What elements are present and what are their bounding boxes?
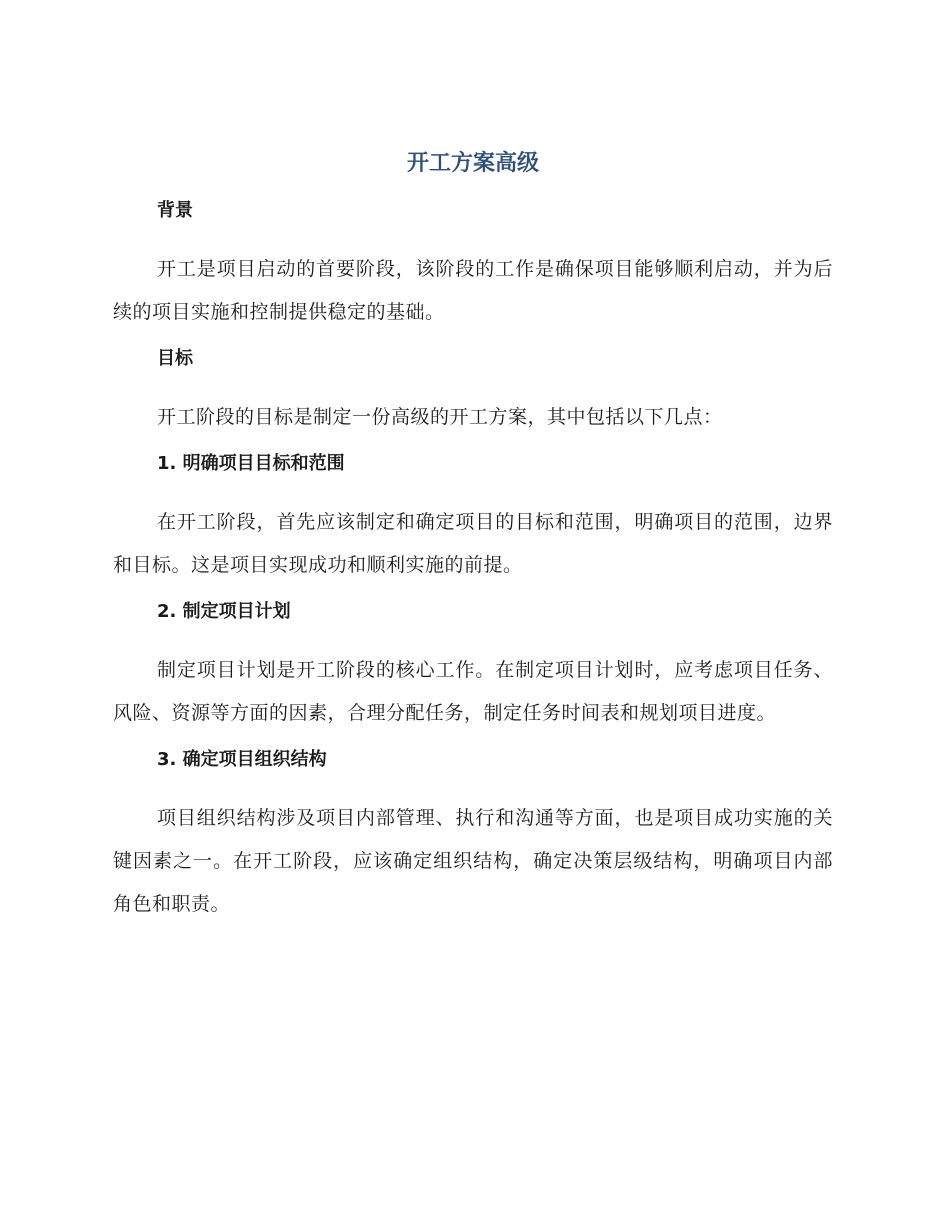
section-paragraph-scope: 在开工阶段，首先应该制定和确定项目的目标和范围，明确项目的范围，边界和目标。这是项目实现成功和顺利实施的前提。 bbox=[113, 511, 833, 576]
document-content bbox=[113, 146, 833, 936]
section-heading-scope: 1. 明确项目目标和范围 bbox=[157, 453, 345, 474]
section-heading-goals: 目标 bbox=[157, 348, 193, 369]
section-paragraph-background: 开工是项目启动的首要阶段，该阶段的工作是确保项目能够顺利启动，并为后续的项目实施和控制提供稳定的基础。 bbox=[113, 258, 833, 323]
section-paragraph-plan: 制定项目计划是开工阶段的核心工作。在制定项目计划时，应考虑项目任务、风险、资源等方面的因素，合理分配任务，制定任务时间表和规划项目进度。 bbox=[113, 659, 833, 724]
section-paragraph-goals: 开工阶段的目标是制定一份高级的开工方案，其中包括以下几点： bbox=[157, 406, 723, 428]
section-heading-organization: 3. 确定项目组织结构 bbox=[157, 749, 327, 770]
section-heading-background: 背景 bbox=[157, 200, 193, 221]
document-title: 开工方案高级 bbox=[406, 151, 539, 176]
section-heading-plan: 2. 制定项目计划 bbox=[157, 601, 291, 622]
section-paragraph-organization: 项目组织结构涉及项目内部管理、执行和沟通等方面，也是项目成功实施的关键因素之一。在开工阶段，应该确定组织结构，确定决策层级结构，明确项目内部角色和职责。 bbox=[113, 807, 833, 915]
